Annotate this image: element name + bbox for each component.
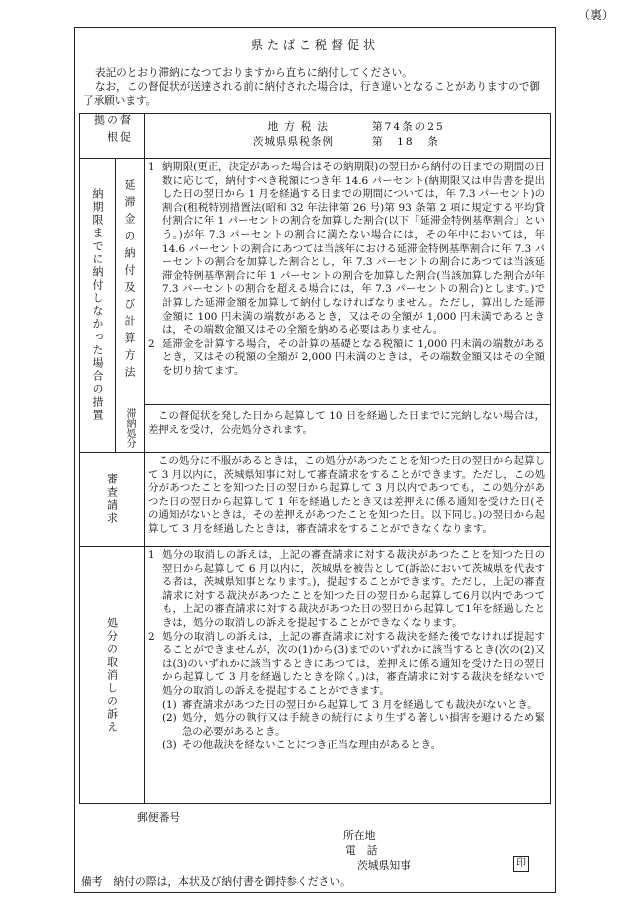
postal-code-label: 郵便番号 (137, 811, 181, 824)
lawsuit-header-cell (80, 546, 144, 804)
remarks-note: 備考 納付の際は，本状及び納付書を御持参ください。 (81, 875, 351, 888)
intro-text (83, 66, 547, 108)
sub-item (148, 739, 545, 753)
seizure-text: この督促状を発した日から起算して 10 日を経過した日までに完納しない場合は，差押えを受け，公売処分されます。 (148, 410, 545, 436)
unpaid-header: 納期限までに納付しなかった場合の措置 (91, 188, 104, 422)
review-header: 審査請求 (105, 473, 119, 525)
sub-item (148, 712, 545, 739)
item-text: 延滞金を計算する場合，その計算の基礎となる税額に 1,000 円未満の端数があるとき，又はその税額の全額が 2,000 円未満のときは，その端数金額又はその全額を切り捨てます。 (162, 337, 545, 377)
law-article: 第74条の25 (372, 121, 445, 133)
governor-label: 茨城県知事 (357, 859, 411, 872)
item-number: 1 (148, 549, 155, 561)
delinquency-text (148, 161, 545, 379)
review-header-cell (80, 452, 144, 546)
sub-item (148, 699, 545, 713)
delinquency-header-cell (115, 158, 144, 404)
reverse-side-label: （裏） (577, 8, 614, 22)
item-number: 2 (148, 630, 155, 643)
seal-mark: 印 (513, 856, 529, 872)
law-row (184, 120, 550, 135)
delinquency-header: 延滞金の納付及び計算方法 (123, 179, 136, 383)
seizure-header: 滞納処分 (124, 408, 135, 448)
sub-item-text: 審査請求があつた日の翌日から起算して 3 月を経過しても裁決がないとき。 (182, 698, 538, 711)
document-title: 県たばこ税督促状 (250, 38, 379, 52)
unpaid-header-cell (80, 158, 115, 452)
address-label: 所在地 (343, 829, 376, 842)
list-item (148, 631, 545, 699)
intro-line-2: なお，この督促状が送達される前に納付された場合は，行き違いとなることがありますので御了承願います。 (83, 81, 540, 107)
item-number: 1 (148, 161, 155, 173)
law-name: 茨城県県税条例 (252, 136, 334, 148)
sub-item-number: (3) (162, 739, 177, 752)
basis-header: 督促の根拠 (92, 114, 132, 148)
sub-item-text: その他裁決を経ないことにつき正当な理由があるとき。 (182, 739, 442, 752)
sub-item-number: (1) (162, 698, 177, 711)
list-item (148, 338, 545, 379)
item-number: 2 (148, 337, 155, 350)
item-text: 処分の取消しの訴えは，上記の審査請求に対する裁決があつたことを知つた日の翌日から起算して 6 月以内に，茨城県を被告として(訴訟において茨城県を代表する者は，茨城県知事となります。)，提起することができます。ただし，上記の審査請求に対する裁決があつたことを知つた日の翌日から起算して6月以内であつても，上記の審査請求に対する裁決があつた日の翌日から起算して1年を経過したときは，処分の取消しの訴えを提起することができなくなります。 (162, 549, 545, 629)
law-row (184, 135, 550, 150)
item-text: 処分の取消しの訴えは，上記の審査請求に対する裁決を経た後でなければ提起することができませんが，次の(1)から(3)までのいずれかに該当するとき(次の(2)又は(3)のいずれかに該当するときにあつては，差押えに係る通知を受けた日の翌日から起算して 3 月を経過したときを除く。)は，審査請求に対する裁決を経ないで処分の取消しの訴えを提起することができます。 (162, 630, 545, 697)
seizure-header-cell (115, 404, 144, 452)
lawsuit-text (148, 549, 545, 753)
sub-item-number: (2) (162, 712, 177, 725)
notice-table (79, 113, 551, 804)
dunning-notice-frame (74, 27, 556, 893)
law-name: 地方税法 (267, 121, 334, 133)
sub-item-text: 処分，処分の執行又は手続きの続行により生ずる著しい損害を避けるため緊急の必要があるとき。 (182, 712, 545, 738)
item-text: 納期限(更正，決定があった場合はその納期限)の翌日から納付の日までの期間の日数に応じて，納付すべき税額につき年 14.6 パーセント(納期限又は申告書を提出した日の翌日から 1 月を経過する日までの期間については，年 7.3 パーセント)の割合(租税特別措置法(昭和 32 年法律第 26 号)第 93 条第 2 項に規定する平均貸付割合に年 1 パーセントの割合を加算した割合(以下「延滞金特例基準割合」という。)が年 7.3 パーセントの割合に満たない場合には，その年中においては，年 14.6 パーセントの割合にあつては当該年における延滞金特例基準割合に年 7.3 パーセントの割合を加算した割合とし，年 7.3 パーセントの割合にあつては当該延滞金特例基準割合に年 1 パーセントの割合を加算した割合(当該加算した割合が年 7.3 パーセントの割合を超える場合には，年 7.3 パーセントの割合)とします。)で計算した延滞金額を加算して納付しなければなりません。ただし，算出した延滞金額に 100 円未満の端数があるとき，又はその全額が 1,000 円未満であるときは，その端数金額又はその全額を納める必要はありません。 (162, 161, 545, 337)
intro-line-1: 表記のとおり滞納になつておりますから直ちに納付してください。 (95, 67, 413, 79)
review-text: この処分に不服があるときは，この処分があつたことを知つた日の翌日から起算して 3 月以内に，茨城県知事に対して審査請求をすることができます。ただし，この処分があつたことを知つた日の翌日から起算して 3 月以内であつても，この処分があつた日の翌日から起算して 1 年を経過したとき又は差押えに係る通知を受けた日(その通知がないときは，その差押えがあつたことを知つた日。以下同じ。)の翌日から起算して 3 月を経過したときは，審査請求をすることができなくなります。 (148, 455, 545, 535)
phone-label: 電 話 (345, 844, 378, 857)
list-item (148, 549, 545, 631)
law-basis (144, 120, 550, 150)
law-article: 第 18 条 (372, 136, 440, 148)
list-item (148, 161, 545, 338)
basis-header-cell (80, 114, 144, 158)
lawsuit-header: 処分の取消しの訴え (105, 616, 119, 734)
